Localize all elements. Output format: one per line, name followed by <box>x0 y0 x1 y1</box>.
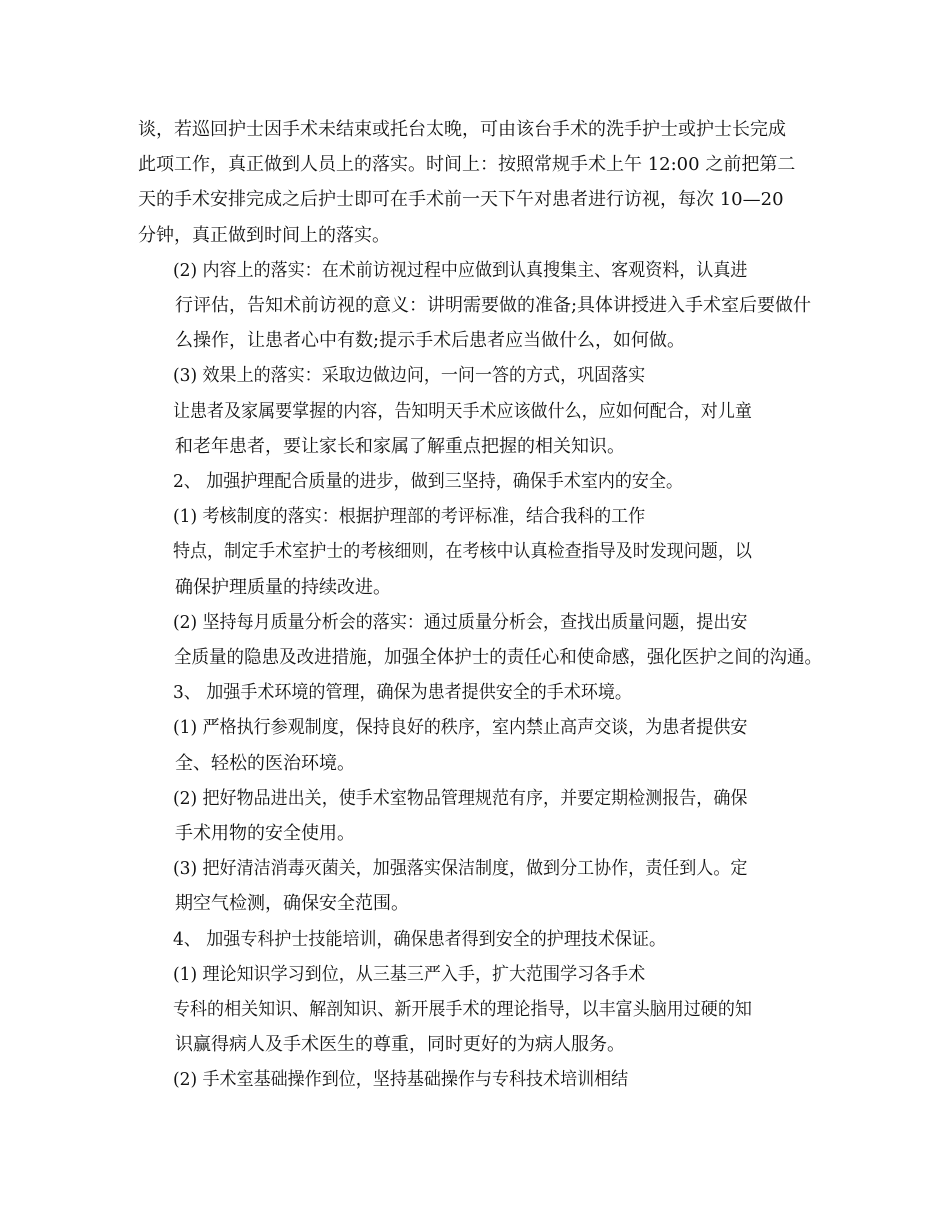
paragraph-line: (2) 手术室基础操作到位，坚持基础操作与专科技术培训相结 <box>172 1069 629 1091</box>
paragraph <box>138 358 822 393</box>
paragraph <box>138 499 822 534</box>
paragraph <box>138 851 822 921</box>
paragraph-line: 谈，若巡回护士因手术未结束或托台太晚，可由该台手术的洗手护士或护士长完成 <box>138 119 786 140</box>
paragraph-line: 确保护理质量的持续改进。 <box>175 576 391 598</box>
paragraph-line: 2、 加强护理配合质量的进步，做到三坚持，确保手术室内的安全。 <box>172 471 684 493</box>
paragraph-line: 么操作，让患者心中有数;提示手术后患者应当做什么，如何做。 <box>175 330 686 352</box>
paragraph-line: 特点，制定手术室护士的考核细则，在考核中认真检查指导及时发现问题，以 <box>172 541 752 563</box>
paragraph-line: (2) 把好物品进出关，使手术室物品管理规范有序，并要定期检测报告，确保 <box>172 787 748 809</box>
paragraph-line: 专科的相关知识、解剖知识、新开展手术的理论指导，以丰富头脑用过硬的知 <box>172 999 752 1021</box>
paragraph <box>138 710 822 780</box>
paragraph <box>138 253 822 359</box>
document-body <box>138 112 822 1098</box>
paragraph <box>138 922 822 957</box>
paragraph <box>138 534 822 604</box>
paragraph-line: 行评估，告知术前访视的意义：讲明需要做的准备;具体讲授进入手术室后要做什 <box>175 295 812 317</box>
paragraph-line: 让患者及家属要掌握的内容，告知明天手术应该做什么，应如何配合，对儿童 <box>172 400 752 422</box>
paragraph-line: (1) 考核制度的落实：根据护理部的考评标准，结合我科的工作 <box>172 506 646 528</box>
paragraph-line: 3、 加强手术环境的管理，确保为患者提供安全的手术环境。 <box>172 682 632 704</box>
paragraph-line: 分钟，真正做到时间上的落实。 <box>138 224 390 246</box>
paragraph <box>138 957 822 992</box>
paragraph-line: 此项工作，真正做到人员上的落实。时间上：按照常规手术上午 12:00 之前把第二 <box>138 154 796 176</box>
paragraph <box>138 992 822 1062</box>
paragraph-line: 识赢得病人及手术医生的尊重，同时更好的为病人服务。 <box>175 1034 625 1056</box>
paragraph-line: (3) 效果上的落实：采取边做边问，一问一答的方式，巩固落实 <box>172 365 646 387</box>
paragraph <box>138 675 822 710</box>
paragraph-line: 全质量的隐患及改进措施，加强全体护士的责任心和使命感，强化医护之间的沟通。 <box>174 647 822 669</box>
paragraph-line: (1) 理论知识学习到位，从三基三严入手，扩大范围学习各手术 <box>172 963 646 985</box>
paragraph <box>138 394 822 464</box>
paragraph <box>138 112 822 253</box>
paragraph-line: 天的手术安排完成之后护士即可在手术前一天下午对患者进行访视，每次 10—20 <box>138 189 784 211</box>
paragraph-line: (2) 坚持每月质量分析会的落实：通过质量分析会，查找出质量问题，提出安 <box>172 611 748 633</box>
paragraph-line: (1) 严格执行参观制度，保持良好的秩序，室内禁止高声交谈，为患者提供安 <box>172 717 748 739</box>
paragraph-line: (2) 内容上的落实：在术前访视过程中应做到认真搜集主、客观资料，认真进 <box>172 259 748 281</box>
paragraph <box>138 781 822 851</box>
paragraph <box>138 605 822 675</box>
paragraph <box>138 464 822 499</box>
paragraph-line: 期空气检测，确保安全范围。 <box>175 893 409 915</box>
paragraph-line: (3) 把好清洁消毒灭菌关，加强落实保洁制度，做到分工协作，责任到人。定 <box>172 858 748 880</box>
paragraph-line: 和老年患者，要让家长和家属了解重点把握的相关知识。 <box>175 435 625 457</box>
paragraph <box>138 1062 822 1097</box>
paragraph-line: 4、 加强专科护士技能培训，确保患者得到安全的护理技术保证。 <box>172 928 666 950</box>
paragraph-line: 全、轻松的医治环境。 <box>175 752 355 774</box>
paragraph-line: 手术用物的安全使用。 <box>175 823 355 845</box>
